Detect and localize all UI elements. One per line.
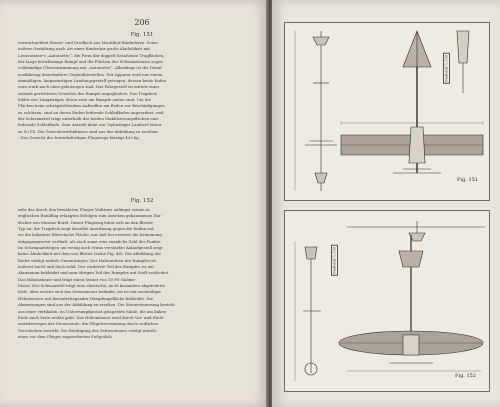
monoplane-drawing-151 [285,23,489,200]
upper-figure-caption: Fig. 151 [130,32,154,38]
right-page [272,0,500,407]
lower-text-column [18,207,264,340]
lower-text-line: englischen Rundflug erlangten Erfolgen zum Ansehen gekommenen Ein- [18,213,162,219]
lower-text-line: aus einer vertikalen, im Unterrumpfgerüst gelagerten Säule, die am linken [18,308,167,314]
upper-text-line: Anlaufs gerichteten Gewichts des Rumpfs angegliedert. Das Tragdeck [18,90,157,96]
upper-text-line: bildet vier Längsträger, deren zwei am Rumpfe außen sind. Um die [18,97,151,103]
upper-text-line: zu 50 PS. Die Gewichtsverhältnisse sind aus der Abbildung zu ersehen. [18,128,159,134]
lower-text-line: Verschieben bewirkt. Die Betätigung des Seitensteuers erfolgt mittels [18,327,157,333]
upper-text-line: vorn stark nach oben gebotzogen sind. Das Fahrgestell ist mittels eines [18,84,160,90]
lower-text-line: entgegengesetzt verläuft, als auch sonst eine ziemliche Zahl der Punkte. [18,238,162,244]
plate-fig-152 [284,210,490,392]
upper-text-line: verzeichnetfest Steuer- und Dreiflach aus Machthat-Eindeckern. Seine [18,40,158,45]
upper-text-line: zu schützen, sind an deren Enden federnde Schleifkufen angeordnet, und [18,109,164,115]
upper-text-line: vollständige Übereinstimmung mit „Antoinette“. Allerdings ist die Detail- [18,65,163,71]
lower-text-line: decker von Morane-Borel. Dieser Flugzeug lehnt sich an den Bleriot- [18,219,155,225]
lower-figure-caption: Fig. 152 [130,198,154,204]
lower-text-line: wo die bekannte Blériotsche Fläche, nur daß bei ersterer die Krümmung [18,232,162,238]
lower-text-line: Räder erfolgt mittels Gummiringen. Der Haltenreben der Rumpfes ist [18,257,156,263]
upper-text-line: - Das Gewicht des betriebsfertigen Flugzeugs beträgt 420 kg. [18,135,141,141]
plate-label-152: Fig. 152 [455,373,476,379]
lower-text-line: Motor. Der Schwanzteil trägt eine elastische, nicht besonders abgefederte [18,283,166,289]
upper-text-line: der lange kreisförmige Rumpf und die Flächen des Schwanzstanes sogen [18,59,163,65]
lower-text-line: Höhensteuer mit darunterliegender Dämpfungsfläche bekleidet. Die [18,295,154,301]
upper-text-line: ausführung dauerhaftere Gegenüberstellen. Der Apparat wird nur einem [18,71,163,77]
upper-text-line: Levavasseur's „Antoinette“, die Form der doppelt besaßenen Tragflächen, [18,52,165,58]
upper-text-column [18,40,264,142]
scale-label-lower: Maßstab 1:100 [332,247,337,274]
lower-text-line: Typ an; die Tragdeck zeigt dieselbe Anordnung gegen die Enden auf, [18,226,155,232]
page-number: 206 [134,18,150,27]
lower-text-line: Ende nach Seite rechts geht. Das Höhensteuer wird durch Vor- und Rück- [18,314,165,320]
scale-label-upper: Maßstab 1:100 [444,55,449,82]
upper-text-line: der Schwanzteil trägt unterhalb der beiden Stabilisierungsflächen eine [18,116,159,122]
upper-text-line: Flächen beim schrägstellendem Auftreffen am Boden vor Beschädigungen [18,103,165,109]
lower-text-line: Das Höhensteuer und trägt einen Steuer von 50 PS Gnôme- [18,276,137,282]
lower-text-line: sehr das durch den bewährten Flieger Vedrines unlängst seinen in [18,207,150,212]
lower-text-line: äußerst leicht und doch solid. Der vorderste Teil des Rumpfes ist mit [18,264,155,270]
monoplane-drawing-152 [285,211,489,391]
lower-text-line: wärtsbewegen der Steuersäule, die Flügelverwindung durch seitliches [18,321,158,327]
lower-text-line: Kufe, über welche sich das Seitensteuer befindet; sie ist mit zweiteiliger [18,289,162,295]
lower-text-line: Im Schrägaufsteigen um wenig auch etwas verstärkte Anlaufgestell zeigt [18,245,163,251]
lower-text-line: eines vor dem Flieger angeordneten Fußpedals. [18,333,113,339]
lower-text-line: keine Ähnlichkeit mit dem von Bleriot (siehe Fig. 46). Die Abbildung der [18,251,162,257]
plate-fig-151 [284,22,490,201]
upper-text-line: einmäßigen, langsamstigen Landungsgestell getragen, dessen beide Kufen [18,78,167,84]
plate-label-151: Fig. 151 [457,177,478,183]
lower-text-line: Aluminium bekleidet und zum übrigen Teil des Rumpfes mit Stoff verkleidet. [18,270,170,276]
upper-text-line: federnde Schleifkufe. Zum Antrieb dient ein 7zylindriger Lambert-Motor [18,122,162,128]
upper-text-line: äußere Gestaltung nach Art einer Eindecker große Ähnlichkeit mit [18,46,150,52]
lower-text-line: Abmessungen sind aus der Abbildung zu ersehen. Die Steuersteuerung besteht [18,302,175,308]
